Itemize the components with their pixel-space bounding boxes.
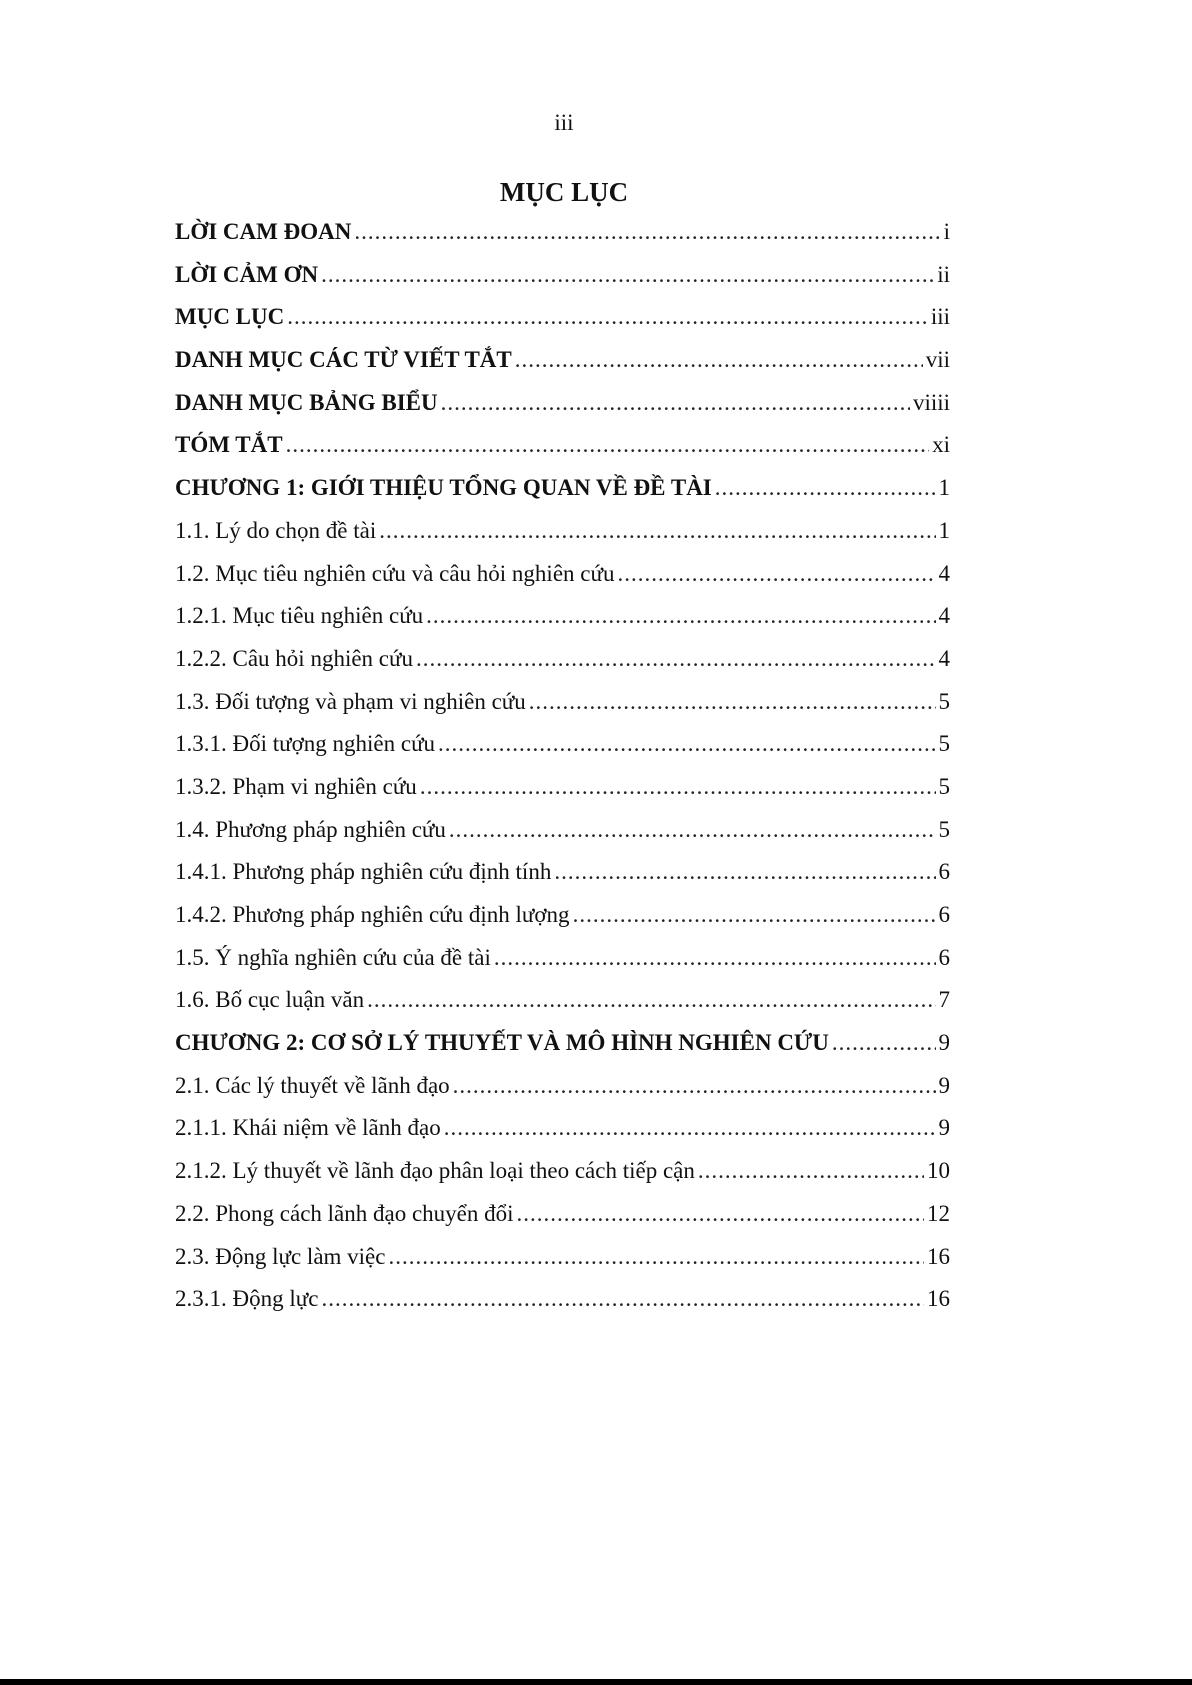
dot-leader (367, 984, 935, 1016)
toc-entry[interactable] (175, 301, 950, 344)
toc-entry-page: 10 (927, 1158, 950, 1184)
toc-entry-title: LỜI CAM ĐOAN (175, 219, 352, 244)
toc-entry-page: 9 (938, 1030, 950, 1056)
toc-entry[interactable] (175, 387, 950, 430)
page-number: iii (554, 110, 574, 135)
toc-entry-title: TÓM TẮT (175, 432, 283, 458)
toc-entry[interactable] (175, 771, 950, 814)
toc-entry-page: 5 (938, 816, 950, 842)
toc-entry-page: i (943, 219, 950, 244)
dot-leader (388, 1241, 924, 1273)
toc-entry-page: 7 (938, 987, 950, 1013)
toc-entry-title: 1.3.1. Đối tượng nghiên cứu (175, 731, 436, 757)
toc-entry-page: xi (932, 432, 950, 458)
toc-entry-page: 5 (938, 731, 950, 757)
toc-entry-title: 1.4. Phương pháp nghiên cứu (175, 816, 446, 842)
toc-entry[interactable] (175, 686, 950, 729)
toc-entry-page: 9 (938, 1072, 950, 1098)
toc-entry-page: 6 (938, 944, 950, 970)
toc-entry-page: vii (925, 347, 950, 373)
toc-title: MỤC LỤC (499, 177, 629, 207)
toc-entry-page: ii (937, 261, 950, 287)
toc-entry[interactable] (175, 899, 950, 942)
toc-entry[interactable] (175, 856, 950, 899)
dot-leader (426, 600, 935, 632)
toc-entry-title: MỤC LỤC (175, 304, 285, 330)
toc-entry-page: 12 (927, 1200, 950, 1226)
dot-leader (529, 686, 936, 718)
toc-entry-title: 1.3. Đối tượng và phạm vi nghiên cứu (175, 688, 526, 714)
toc-entry-title: 1.4.1. Phương pháp nghiên cứu định tính (175, 859, 552, 885)
toc-entry-page: iii (930, 304, 950, 330)
dot-leader (416, 643, 936, 675)
toc-entry[interactable] (175, 472, 950, 515)
toc-entry[interactable] (175, 1283, 950, 1326)
toc-entry-title: 1.1. Lý do chọn đề tài (175, 517, 377, 543)
dot-leader (453, 1070, 936, 1102)
toc-entry[interactable] (175, 1241, 950, 1284)
dot-leader (286, 429, 930, 461)
toc-entry-title: 2.1.2. Lý thuyết về lãnh đạo phân loại theo cách tiếp cận (175, 1158, 695, 1184)
toc-entry-page: viiii (912, 389, 950, 415)
toc-entry-title: 1.6. Bố cục luận văn (175, 987, 365, 1013)
toc-entry[interactable] (175, 942, 950, 985)
toc-entry-title: DANH MỤC CÁC TỪ VIẾT TẮT (175, 347, 512, 373)
dot-leader (449, 814, 936, 846)
toc-entry[interactable] (175, 1070, 950, 1113)
dot-leader (494, 942, 936, 974)
dot-leader (287, 301, 928, 333)
toc-entry-title: 2.1. Các lý thuyết về lãnh đạo (175, 1072, 450, 1098)
toc-entry[interactable] (175, 344, 950, 387)
toc-entry-title: 1.4.2. Phương pháp nghiên cứu định lượng (175, 902, 570, 927)
toc-entry-title: 1.5. Ý nghĩa nghiên cứu của đề tài (175, 944, 491, 970)
toc-entry-page: 5 (938, 773, 950, 799)
dot-leader (698, 1155, 924, 1187)
toc-entry[interactable] (175, 728, 950, 771)
dot-leader (715, 472, 936, 504)
toc-entry-title: 2.2. Phong cách lãnh đạo chuyển đổi (175, 1200, 514, 1226)
toc-entry[interactable] (175, 600, 950, 643)
dot-leader (438, 728, 935, 760)
toc-entry-page: 5 (938, 688, 950, 714)
toc-entry-page: 4 (938, 560, 950, 586)
toc-entry-page: 4 (938, 645, 950, 671)
toc-entry-title: 1.2. Mục tiêu nghiên cứu và câu hỏi nghiên cứu (175, 560, 615, 586)
toc-entry-title: 2.1.1. Khái niệm về lãnh đạo (175, 1115, 441, 1141)
toc-entry[interactable] (175, 216, 950, 259)
dot-leader (354, 216, 940, 248)
toc-entry[interactable] (175, 1198, 950, 1241)
toc-entry-page: 16 (927, 1286, 950, 1312)
dot-leader (832, 1027, 936, 1059)
dot-leader (379, 515, 935, 547)
toc-entry-title: CHƯƠNG 1: GIỚI THIỆU TỔNG QUAN VỀ ĐỀ TÀI (175, 475, 712, 501)
dot-leader (444, 1112, 936, 1144)
toc-entry-title: 1.3.2. Phạm vi nghiên cứu (175, 773, 417, 799)
toc-entry[interactable] (175, 1112, 950, 1155)
dot-leader (573, 899, 936, 931)
toc-entry[interactable] (175, 259, 950, 302)
toc-entry-page: 6 (938, 859, 950, 885)
toc-entry[interactable] (175, 429, 950, 472)
dot-leader (517, 1198, 924, 1230)
toc-entry-title: 1.2.1. Mục tiêu nghiên cứu (175, 603, 424, 629)
dot-leader (441, 387, 910, 419)
toc-entry-page: 4 (938, 603, 950, 629)
toc-entry-page: 1 (938, 517, 950, 543)
toc-entry[interactable] (175, 558, 950, 601)
toc-entry-title: 2.3.1. Động lực (175, 1286, 319, 1312)
toc-entry-page: 1 (938, 475, 950, 501)
dot-leader (554, 856, 935, 888)
table-of-contents (175, 216, 950, 1326)
toc-entry[interactable] (175, 984, 950, 1027)
dot-leader (617, 558, 935, 590)
toc-entry[interactable] (175, 814, 950, 857)
toc-entry-title: CHƯƠNG 2: CƠ SỞ LÝ THUYẾT VÀ MÔ HÌNH NGHIÊN CỨU (175, 1030, 829, 1056)
toc-entry-page: 6 (938, 902, 950, 927)
toc-entry[interactable] (175, 1155, 950, 1198)
dot-leader (420, 771, 936, 803)
toc-entry-title: DANH MỤC BẢNG BIỂU (175, 389, 438, 415)
toc-entry[interactable] (175, 1027, 950, 1070)
dot-leader (321, 1283, 924, 1315)
page-bottom-border (0, 1679, 1192, 1685)
dot-leader (515, 344, 923, 376)
toc-entry[interactable] (175, 515, 950, 558)
toc-entry-title: LỜI CẢM ƠN (175, 261, 319, 287)
toc-entry-page: 16 (927, 1243, 950, 1269)
toc-entry-title: 2.3. Động lực làm việc (175, 1243, 386, 1269)
dot-leader (321, 259, 934, 291)
toc-entry[interactable] (175, 643, 950, 686)
toc-entry-title: 1.2.2. Câu hỏi nghiên cứu (175, 645, 413, 671)
toc-entry-page: 9 (938, 1115, 950, 1141)
